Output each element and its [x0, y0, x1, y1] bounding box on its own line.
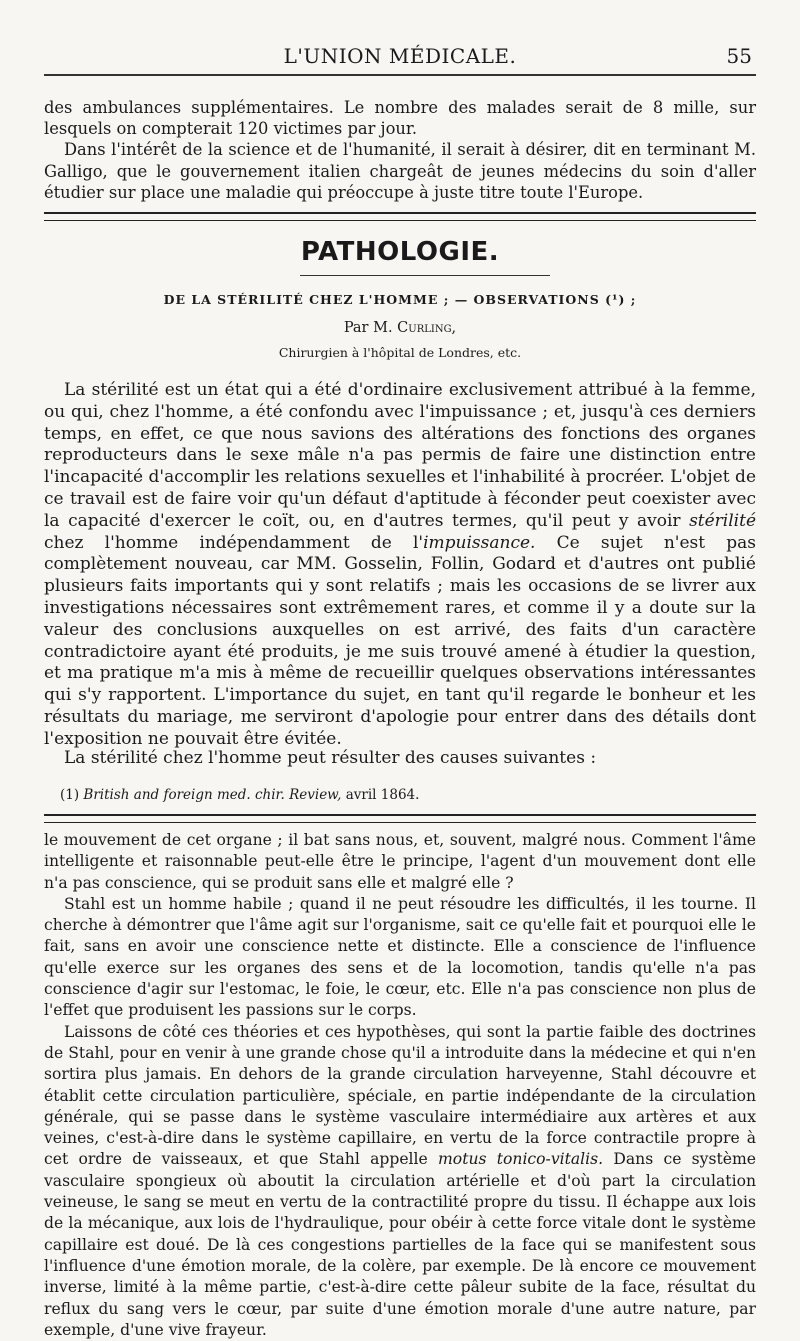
page-header: [44, 40, 756, 80]
author-name: Curling,: [397, 320, 457, 336]
feuilleton-paragraph: Stahl est un homme habile ; quand il ne peut résoudre les difficultés, il les tourne. Il cherche à démontrer que l'âme agit sur l'organisme, sait ce qu'elle fait et pourquoi elle le fait, sans en avoir une conscience nette et distincte. Elle a conscience de l'influence qu'elle exerce sur les organes des sens et de la locomotion, tandis qu'elle n'a pas conscience d'agir sur l'estomac, le foie, le cœur, etc. Elle n'a pas conscience non plus de l'effet que produisent les passions sur le corps.: [44, 894, 756, 1020]
intro-paragraph: des ambulances supplémentaires. Le nombre des malades serait de 8 mille, sur lesquels on compterait 120 victimes par jour.: [44, 98, 756, 139]
article-text: La stérilité est un état qui a été d'ordinaire exclusivement attribué à la femme, ou qui, chez l'homme, a été confondu avec l'impuissance ; et, jusqu'à ces derniers temps, en effet, ce que nous savions des altérations des fonctions des organes reproducteurs dans le sexe mâle n'a pas permis de faire une distinction entre l'incapacité d'accomplir les relations sexuelles et l'inhabilité à procréer. L'objet de ce travail est de faire voir qu'un défaut d'aptitude à féconder peut coexister avec la capacité d'exercer le coït, ou, en d'autres termes, qu'il peut y avoir: [44, 380, 756, 531]
emphasis-sterilite: stérilité: [689, 510, 757, 531]
intro-paragraph: Dans l'intérêt de la science et de l'humanité, il serait à désirer, dit en terminant M. Galligo, que le gouvernement italien chargeât de jeunes médecins du soin d'aller étudier sur place une maladie qui préoccupe à juste titre toute l'Europe.: [44, 140, 756, 202]
feuilleton-text-run: Laissons de côté ces théories et ces hypothèses, qui sont la partie faible des doctrines de Stahl, pour en venir à une grande chose qu'il a introduite dans la médecine et qui n'en sortira plus jamais. En dehors de la grande circulation harveyenne, Stahl découvre et établit cette circulation particulière, spéciale, en partie indépendante de la circulation générale, qui se passe dans le système vasculaire intermédiaire aux artères et aux veines, c'est-à-dire dans le système capillaire, en vertu de la force contractile propre à cet ordre de vaisseaux, et que Stahl appelle: [44, 1022, 756, 1169]
footnote-date: avril 1864.: [345, 787, 420, 803]
feuilleton-text-run: Dans ce système vasculaire spongieux où aboutit la circulation artérielle et d'où part la circulation veineuse, le sang se meut en vertu de la contractilité propre du tissu. Il échappe aux lois de la mécanique, aux lois de l'hydraulique, pour obéir à cette force vitale dont le système capillaire est doué. De là ces congestions partielles de la face qui se manifestent sous l'influence d'une émotion morale, de la colère, par exemple. De là encore ce mouvement inverse, limité à la même partie, c'est-à-dire cette pâleur subite de la face, résultat du reflux du sang vers le cœur, par suite d'une émotion morale d'une autre nature, par exemple, d'une vive frayeur.: [44, 1150, 756, 1339]
footnote-source: British and foreign med. chir. Review,: [83, 787, 342, 803]
feuilleton-text: [44, 830, 756, 1341]
feuilleton-divider: [44, 814, 756, 823]
article-causes-line: [44, 748, 756, 770]
footnote: [60, 787, 419, 803]
feuilleton-paragraph: [44, 1022, 756, 1341]
header-rule: [44, 74, 756, 76]
author-prefix: Par M.: [343, 320, 393, 336]
intro-text: [44, 97, 756, 203]
feuilleton-paragraph: le mouvement de cet organe ; il bat sans nous, et, souvent, malgré nous. Comment l'âme intelligente et raisonnable peut-elle être le principe, l'agent d'un mouvement dont elle n'a pas conscience, qui se produit sans elle et malgré elle ?: [44, 831, 756, 892]
article-paragraph: La stérilité chez l'homme peut résulter des causes suivantes :: [64, 748, 597, 768]
article-paragraph: [44, 380, 756, 751]
page-number: 55: [726, 44, 752, 68]
article-title: DE LA STÉRILITÉ CHEZ L'HOMME ; — OBSERVATIONS (¹) ;: [163, 292, 637, 307]
emphasis-motus: motus tonico-vitalis.: [438, 1150, 604, 1169]
section-divider: [44, 212, 756, 221]
footnote-marker: (1): [60, 787, 80, 803]
article-text: chez l'homme indépendamment de l': [44, 532, 424, 553]
heading-underline: [300, 275, 550, 276]
article-body: [44, 380, 756, 751]
section-heading: PATHOLOGIE.: [300, 237, 500, 267]
author-line: [0, 320, 800, 336]
article-text: Ce sujet n'est pas complètement nouveau, car MM. Gosselin, Follin, Godard et d'autres ont publié plusieurs faits importants qui y sont relatifs ; mais les occasions de se livrer aux investigations nécessaires sont extrêmement rares, et comme il y a doute sur la valeur des conclusions auxquelles on est arrivé, des faits d'un caractère contradictoire ayant été produits, je me suis trouvé amené à étudier la question, et ma pratique m'a mis à même de recueillir quelques observations intéressantes qui s'y rapportent. L'importance du sujet, en tant qu'il regarde le bonheur et les résultats du mariage, me serviront d'apologie pour entrer dans des détails dont l'exposition ne pouvait être évitée.: [44, 532, 756, 749]
running-title: L'UNION MÉDICALE.: [283, 44, 517, 68]
emphasis-impuissance: impuissance.: [423, 532, 536, 553]
author-role: Chirurgien à l'hôpital de Londres, etc.: [278, 345, 522, 360]
